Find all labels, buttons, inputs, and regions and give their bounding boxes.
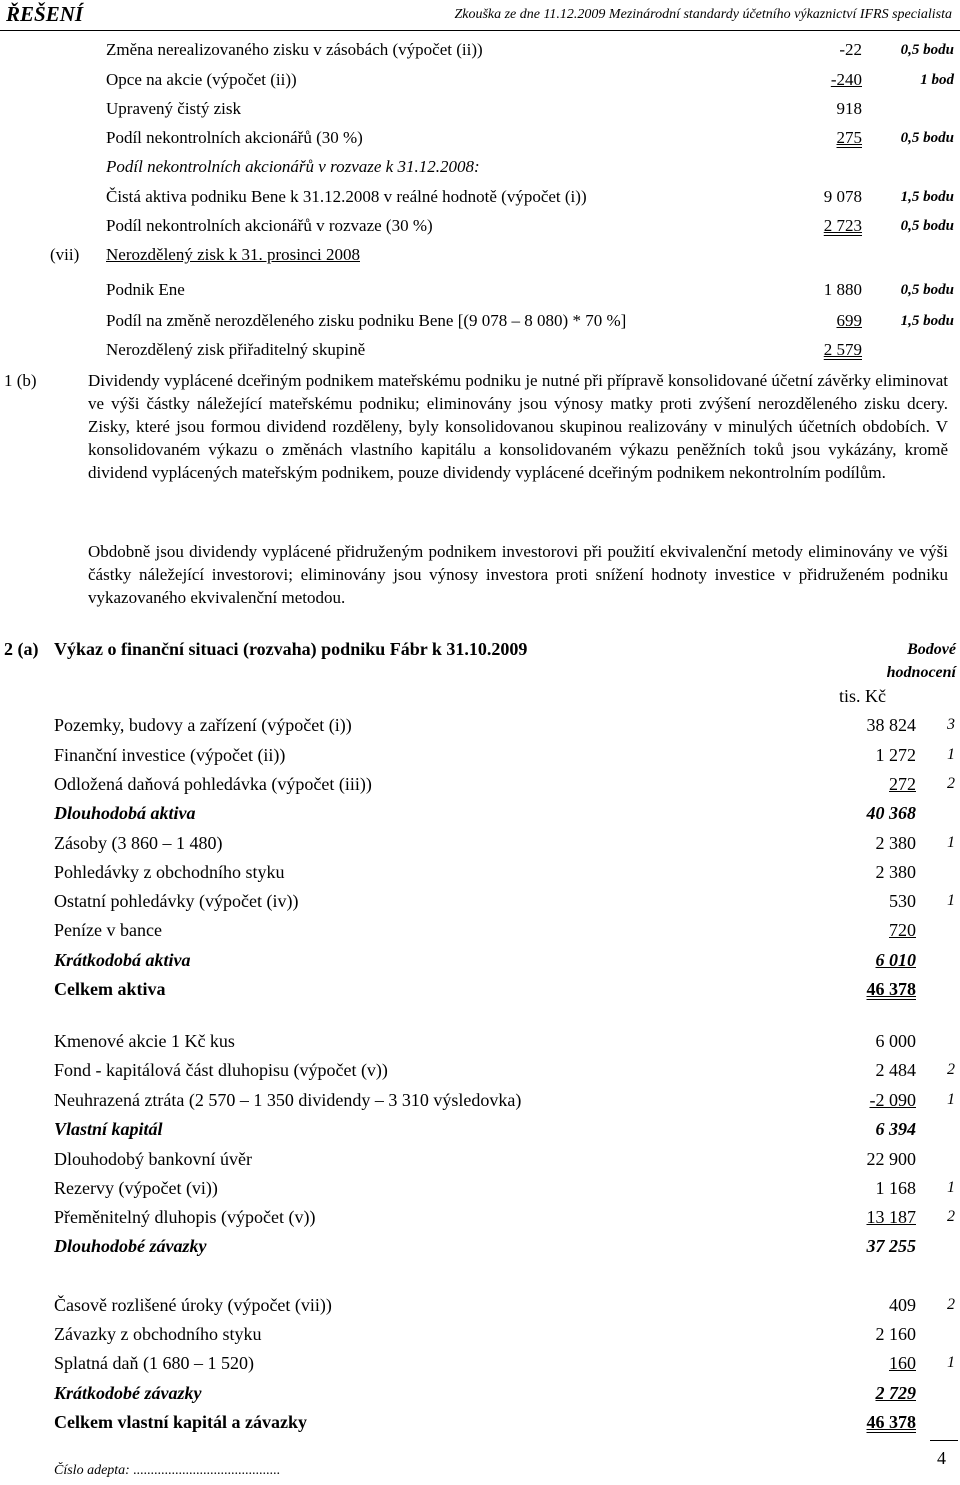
balance-row xyxy=(0,948,960,972)
balance-row xyxy=(0,1234,960,1258)
balance-value: -2 090 xyxy=(869,1090,916,1110)
calc-label: Podnik Ene xyxy=(106,280,185,299)
balance-value: 6 000 xyxy=(875,1031,916,1051)
balance-label: Kmenové akcie 1 Kč kus xyxy=(54,1031,235,1051)
statement-title: Výkaz o finanční situaci (rozvaha) podniku Fábr k 31.10.2009 xyxy=(54,639,528,659)
calc-label: Nerozdělený zisk přiřaditelný skupině xyxy=(106,340,366,359)
calc-points: 0,5 bodu xyxy=(900,282,954,298)
calc-row xyxy=(0,38,960,62)
balance-row xyxy=(0,918,960,942)
calc-value: -22 xyxy=(839,40,862,59)
balance-value: 160 xyxy=(889,1353,916,1373)
calc-value: -240 xyxy=(830,70,862,89)
balance-points: 1 xyxy=(947,892,955,909)
calc-label: Podíl nekontrolních akcionářů v rozvaze (30 %) xyxy=(106,216,433,235)
balance-points: 2 xyxy=(947,775,955,792)
balance-row xyxy=(0,1029,960,1053)
balance-points: 1 xyxy=(947,1179,955,1196)
calc-row xyxy=(0,97,960,121)
calc-label: Podíl nekontrolních akcionářů (30 %) xyxy=(106,128,363,147)
calc-label: Podíl nekontrolních akcionářů v rozvaze k 31.12.2008: xyxy=(106,157,480,176)
balance-row xyxy=(0,1088,960,1112)
balance-value: 1 168 xyxy=(875,1178,916,1198)
calc-label: Změna nerealizovaného zisku v zásobách (výpočet (ii)) xyxy=(106,40,483,59)
header-exam-info: Zkouška ze dne 11.12.2009 Mezinárodní standardy účetního výkaznictví IFRS specialista xyxy=(454,7,952,22)
balance-subtotal-label: Vlastní kapitál xyxy=(54,1119,163,1139)
balance-label: Finanční investice (výpočet (ii)) xyxy=(54,745,286,765)
calc-points: 1,5 bodu xyxy=(900,189,954,205)
balance-subtotal-label: Dlouhodobá aktiva xyxy=(54,803,196,823)
paragraph: Obdobně jsou dividendy vyplácené přidruženým podnikem investorovi při použití ekvivalenční metody eliminovány ve výši částky náležející investorovi; eliminovány jsou výnosy investora proti snížení hodnoty investice v přidruženém podniku vykazovaného ekvivalenční metodou. xyxy=(88,542,948,607)
balance-label: Neuhrazená ztráta (2 570 – 1 350 dividendy – 3 310 výsledovka) xyxy=(54,1090,522,1110)
balance-row xyxy=(0,1322,960,1346)
balance-points: 2 xyxy=(947,1296,955,1313)
balance-value: 38 824 xyxy=(866,715,916,735)
balance-row xyxy=(0,889,960,913)
header-title: ŘEŠENÍ xyxy=(6,2,84,26)
balance-row xyxy=(0,860,960,884)
balance-value: 530 xyxy=(889,891,916,911)
page-number-rule xyxy=(930,1440,958,1441)
balance-label: Pozemky, budovy a zařízení (výpočet (i)) xyxy=(54,715,352,735)
balance-value: 2 484 xyxy=(875,1060,916,1080)
calc-row xyxy=(0,155,960,179)
balance-value: 6 394 xyxy=(875,1119,916,1139)
adept-number-field: Číslo adepta: .......................................... xyxy=(54,1463,281,1478)
balance-row xyxy=(0,977,960,1001)
balance-total-label: Celkem aktiva xyxy=(54,979,166,999)
points-header: hodnocení xyxy=(886,664,956,681)
balance-points: 1 xyxy=(947,834,955,851)
calc-label: Čistá aktiva podniku Bene k 31.12.2008 v reálné hodnotě (výpočet (i)) xyxy=(106,187,587,206)
balance-subtotal-label: Krátkodobé závazky xyxy=(54,1383,202,1403)
calc-row xyxy=(0,243,960,267)
calc-row xyxy=(0,126,960,150)
calc-row xyxy=(0,68,960,92)
balance-value: 720 xyxy=(889,920,916,940)
paragraph: Dividendy vyplácené dceřiným podnikem mateřskému podniku je nutné při přípravě konsolidované účetní závěrky eliminovat ve výši částky náležející mateřskému podniku; eliminovány jsou výnosy matky proti zvýšení nerozděleného zisku dcery. Zisky, které jsou formou dividend rozděleny, byly konsolidovanou skupinou realizovány v minulých účetních obdobích. V konsolidovaném výkazu o změnách vlastního kapitálu a konsolidovaném výkazu peněžních toků jsou vykázány, kromě dividend vyplácených mateřským podnikem, pouze dividendy vyplácené dceřiným podnikem nekontrolním podílům. xyxy=(88,371,948,482)
balance-row xyxy=(0,1293,960,1317)
calc-row xyxy=(0,309,960,333)
balance-value: 40 368 xyxy=(866,803,916,823)
calc-value: 2 723 xyxy=(823,216,862,235)
balance-label: Ostatní pohledávky (výpočet (iv)) xyxy=(54,891,299,911)
balance-row xyxy=(0,1147,960,1171)
balance-row xyxy=(0,1205,960,1229)
balance-label: Pohledávky z obchodního styku xyxy=(54,862,285,882)
balance-row xyxy=(0,1176,960,1200)
balance-label: Závazky z obchodního styku xyxy=(54,1324,262,1344)
balance-value: 13 187 xyxy=(866,1207,916,1227)
balance-value: 6 010 xyxy=(875,950,916,970)
balance-value: 1 272 xyxy=(875,745,916,765)
calc-points: 1 bod xyxy=(920,72,954,88)
calc-value: 1 880 xyxy=(823,280,862,299)
calc-value: 918 xyxy=(836,99,862,118)
calc-row xyxy=(0,338,960,362)
calc-points: 0,5 bodu xyxy=(900,42,954,58)
balance-value: 2 380 xyxy=(875,862,916,882)
points-header: Bodové xyxy=(907,641,956,658)
balance-value: 2 380 xyxy=(875,833,916,853)
calc-value: 699 xyxy=(836,311,862,330)
balance-label: Dlouhodobý bankovní úvěr xyxy=(54,1149,252,1169)
calc-points: 1,5 bodu xyxy=(900,313,954,329)
balance-value: 46 378 xyxy=(866,1412,916,1432)
balance-row xyxy=(0,1381,960,1405)
calc-value: 2 579 xyxy=(823,340,862,359)
balance-points: 1 xyxy=(947,1354,955,1371)
balance-row xyxy=(0,1058,960,1082)
balance-value: 272 xyxy=(889,774,916,794)
calc-row xyxy=(0,214,960,238)
balance-points: 2 xyxy=(947,1208,955,1225)
balance-total-label: Celkem vlastní kapitál a závazky xyxy=(54,1412,308,1432)
calc-points: 0,5 bodu xyxy=(900,218,954,234)
subsection-marker: (vii) xyxy=(50,245,80,264)
calc-value: 9 078 xyxy=(823,187,862,206)
balance-row xyxy=(0,831,960,855)
balance-label: Časově rozlišené úroky (výpočet (vii)) xyxy=(54,1295,332,1315)
calc-label: Upravený čistý zisk xyxy=(106,99,242,118)
unit-label: tis. Kč xyxy=(839,686,886,706)
calc-points: 0,5 bodu xyxy=(900,130,954,146)
page-number: 4 xyxy=(937,1448,946,1468)
calc-row xyxy=(0,185,960,209)
balance-label: Rezervy (výpočet (vi)) xyxy=(54,1178,218,1198)
balance-value: 2 160 xyxy=(875,1324,916,1344)
balance-row xyxy=(0,713,960,737)
balance-label: Zásoby (3 860 – 1 480) xyxy=(54,833,223,853)
balance-subtotal-label: Dlouhodobé závazky xyxy=(54,1236,207,1256)
balance-label: Přeměnitelný dluhopis (výpočet (v)) xyxy=(54,1207,316,1227)
balance-row xyxy=(0,1410,960,1434)
section-marker: 2 (a) xyxy=(4,639,39,659)
balance-row xyxy=(0,1117,960,1141)
calc-label: Opce na akcie (výpočet (ii)) xyxy=(106,70,297,89)
balance-value: 2 729 xyxy=(875,1383,916,1403)
calc-label: Nerozdělený zisk k 31. prosinci 2008 xyxy=(106,245,360,264)
balance-value: 37 255 xyxy=(866,1236,916,1256)
balance-row xyxy=(0,1351,960,1375)
header-divider xyxy=(0,30,960,31)
calc-label: Podíl na změně nerozděleného zisku podniku Bene [(9 078 – 8 080) * 70 %] xyxy=(106,311,627,330)
balance-label: Odložená daňová pohledávka (výpočet (iii)) xyxy=(54,774,372,794)
balance-label: Fond - kapitálová část dluhopisu (výpočet (v)) xyxy=(54,1060,388,1080)
balance-row xyxy=(0,772,960,796)
balance-row xyxy=(0,743,960,767)
calc-row xyxy=(0,278,960,302)
balance-points: 3 xyxy=(947,716,955,733)
balance-value: 22 900 xyxy=(866,1149,916,1169)
balance-points: 1 xyxy=(947,746,955,763)
balance-label: Splatná daň (1 680 – 1 520) xyxy=(54,1353,254,1373)
calc-value: 275 xyxy=(836,128,862,147)
balance-label: Peníze v bance xyxy=(54,920,162,940)
balance-points: 2 xyxy=(947,1061,955,1078)
balance-row xyxy=(0,801,960,825)
balance-value: 46 378 xyxy=(866,979,916,999)
balance-value: 409 xyxy=(889,1295,916,1315)
section-marker: 1 (b) xyxy=(4,371,37,390)
balance-subtotal-label: Krátkodobá aktiva xyxy=(54,950,191,970)
balance-points: 1 xyxy=(947,1091,955,1108)
